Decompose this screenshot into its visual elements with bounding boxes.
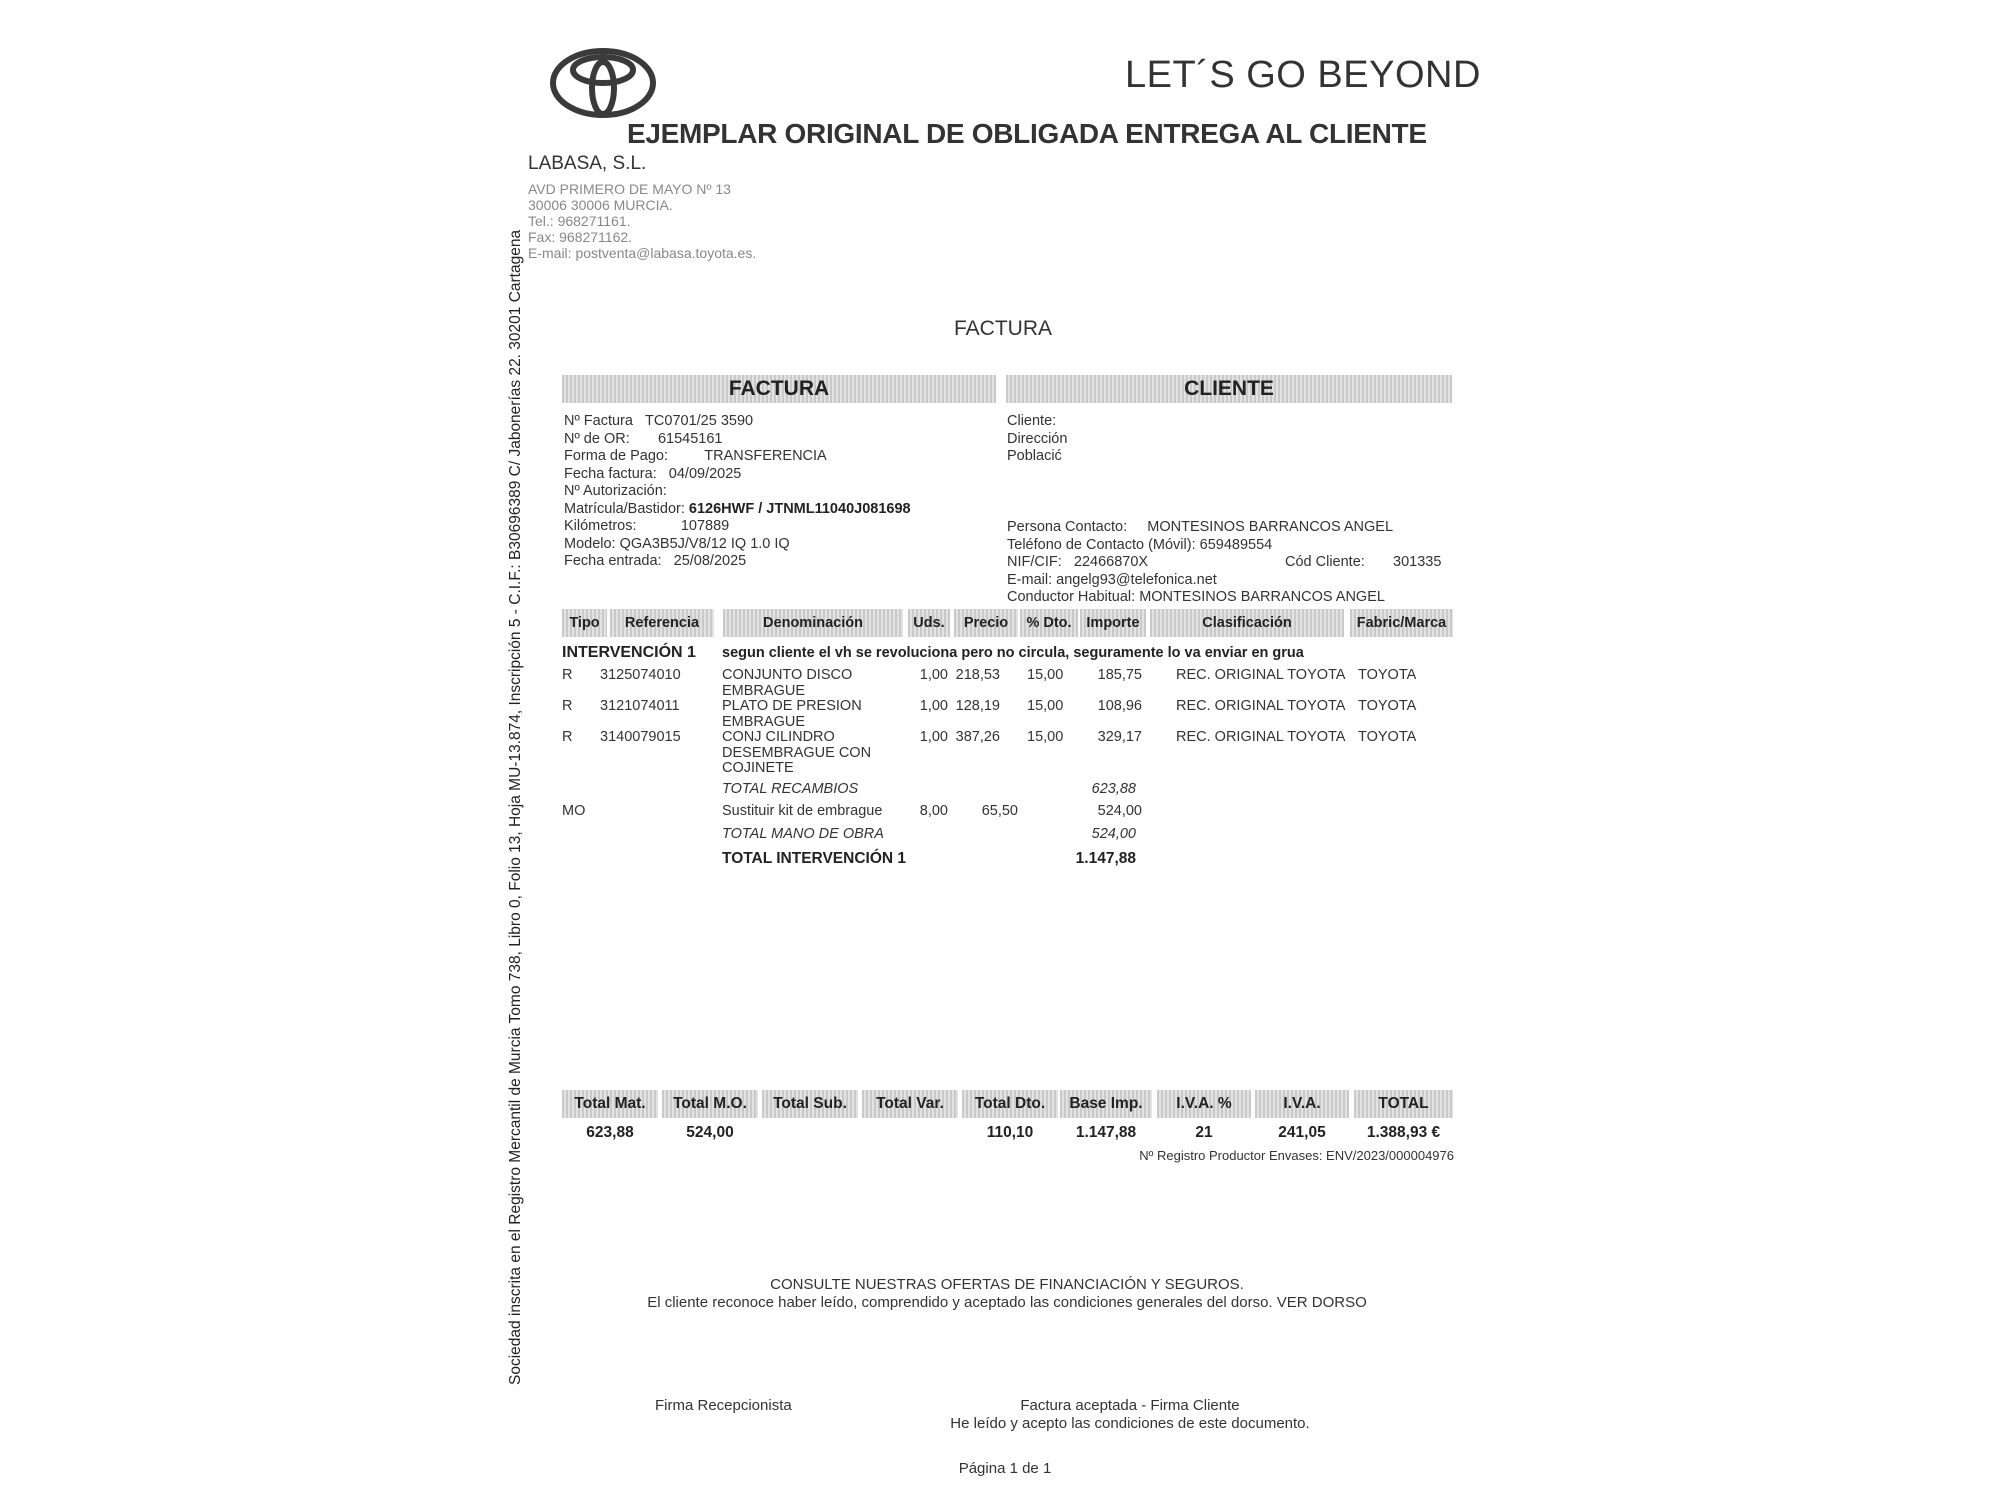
denom-line: PLATO DE PRESION: [722, 698, 862, 714]
toyota-logo-icon: [550, 48, 656, 123]
row-denom: [722, 668, 852, 699]
nif: 22466870X: [1073, 554, 1149, 570]
fax-line: Fax: 968271162.: [528, 229, 633, 245]
row-uds: 1,00: [919, 698, 948, 714]
label: NIF/CIF:: [1007, 554, 1062, 570]
row-tipo: R: [562, 698, 573, 714]
mo-precio: 65,50: [981, 803, 1018, 819]
contact-row: [1007, 519, 1447, 537]
row-denom: [722, 699, 862, 730]
phone-row: [1007, 537, 1447, 555]
label: Nº Autorización:: [564, 483, 667, 499]
email-row: [1007, 572, 1447, 590]
base-imp-value: 1.147,88: [1075, 1124, 1137, 1141]
model: QGA3B5J/V8/12 IQ 1.0 IQ: [619, 535, 790, 552]
mo-importe: 524,00: [1097, 803, 1142, 819]
invoice-date: 04/09/2025: [668, 465, 742, 482]
iva-value: 241,05: [1278, 1124, 1326, 1141]
label: Conductor Habitual:: [1007, 589, 1136, 605]
row-importe: 185,75: [1097, 667, 1142, 683]
denom-line: CONJUNTO DISCO: [722, 667, 853, 683]
client-acceptance-note: He leído y acepto las condiciones de este documento.: [950, 1415, 1310, 1432]
driver-row: [1007, 589, 1447, 607]
col-dto: % Dto.: [1020, 609, 1078, 637]
invoice-date-row: [564, 466, 911, 484]
row-tipo: R: [562, 729, 573, 745]
iva-pct-value: 21: [1195, 1124, 1213, 1141]
intervention-title: INTERVENCIÓN 1: [562, 644, 696, 661]
invoice-number-row: [564, 413, 911, 431]
cliente-section-header: CLIENTE: [1006, 375, 1452, 403]
kilometers: 107889: [680, 518, 730, 534]
intervention-note: segun cliente el vh se revoluciona pero no circula, seguramente lo va enviar en grua: [722, 645, 1304, 661]
label: Cód Cliente:: [1285, 554, 1365, 570]
entry-date: 25/08/2025: [673, 553, 747, 569]
row-ref: 3121074011: [600, 698, 680, 714]
total-recambios-value: 623,88: [1091, 781, 1136, 797]
label: Modelo:: [564, 535, 616, 552]
phone-line: Tel.: 968271161.: [528, 213, 631, 229]
mo-denom: Sustituir kit de embrague: [722, 803, 883, 819]
row-denom: [722, 730, 871, 777]
label: E-mail:: [1007, 571, 1053, 588]
row-precio: 128,19: [955, 698, 1000, 714]
col-denominacion: Denominación: [723, 609, 903, 637]
model-row: [564, 536, 911, 554]
row-dto: 15,00: [1027, 729, 1064, 745]
or-number: 61545161: [657, 430, 723, 447]
row-tipo: R: [562, 667, 573, 683]
client-signature-label: Factura aceptada - Firma Cliente: [1020, 1397, 1240, 1414]
authorization-row: [564, 483, 911, 501]
row-precio: 387,26: [955, 729, 1000, 745]
nif-row: [1007, 554, 1447, 572]
client-email: angelg93@telefonica.net: [1056, 571, 1217, 588]
row-clasif: REC. ORIGINAL TOYOTA: [1176, 729, 1346, 745]
denom-line: COJINETE: [722, 760, 794, 776]
denom-line: EMBRAGUE: [722, 713, 805, 730]
contact-phone: 659489554: [1199, 536, 1273, 553]
cod-cliente: [1285, 554, 1441, 572]
label: Kilómetros:: [564, 518, 637, 534]
label: Fecha entrada:: [564, 553, 662, 569]
cliente-label: Cliente:: [1007, 413, 1057, 429]
contact-person: MONTESINOS BARRANCOS ANGEL: [1147, 519, 1394, 535]
entry-date-row: [564, 553, 911, 571]
invoice-number: TC0701/25 3590: [645, 413, 754, 429]
col-clasificacion: Clasificación: [1150, 609, 1344, 637]
total-dto-value: 110,10: [986, 1124, 1034, 1141]
total-mo-label: TOTAL MANO DE OBRA: [722, 826, 884, 842]
envases-registry: Nº Registro Productor Envases: ENV/2023/000004976: [1139, 1148, 1454, 1163]
col-precio: Precio: [954, 609, 1018, 637]
page-number: Página 1 de 1: [958, 1460, 1052, 1477]
totals-col-iva: I.V.A.: [1255, 1090, 1349, 1118]
totals-col-base: Base Imp.: [1060, 1090, 1152, 1118]
cliente-contact-fields: [1007, 519, 1447, 607]
address-line: AVD PRIMERO DE MAYO Nº 13: [528, 181, 731, 197]
document-title: FACTURA: [954, 317, 1053, 340]
total-intervention-value: 1.147,88: [1075, 850, 1136, 867]
plate-vin: 6126HWF / JTNML11040J081698: [688, 500, 911, 517]
registry-sidebar-text: Sociedad inscrita en el Registro Mercantil de Murcia Tomo 738, Libro 0, Folio 13, Hoja MU-13.874, Inscripción 5 - C.I.F.: B30696389 C/ Jabonerías 22. 30201 Cartagena: [507, 229, 524, 1385]
col-importe: Importe: [1080, 609, 1146, 637]
original-copy-banner: EJEMPLAR ORIGINAL DE OBLIGADA ENTREGA AL CLIENTE: [627, 118, 1427, 149]
totals-col-mo: Total M.O.: [662, 1090, 758, 1118]
label: Nº Factura: [564, 413, 633, 429]
cliente-basic-fields: [1007, 413, 1067, 466]
factura-fields: [564, 413, 911, 571]
label: Matrícula/Bastidor:: [564, 500, 685, 517]
totals-col-dto: Total Dto.: [962, 1090, 1058, 1118]
total-intervention-label: TOTAL INTERVENCIÓN 1: [722, 850, 907, 867]
company-address: [528, 181, 756, 261]
company-name: LABASA, S.L.: [528, 153, 647, 174]
row-ref: 3125074010: [600, 667, 681, 683]
label: Fecha factura:: [564, 465, 657, 482]
row-marca: TOYOTA: [1358, 667, 1417, 683]
label: Nº de OR:: [564, 430, 630, 447]
mo-uds: 8,00: [919, 803, 948, 819]
totals-col-total: TOTAL: [1354, 1090, 1453, 1118]
km-row: [564, 518, 911, 536]
row-precio: 218,53: [955, 667, 1000, 683]
direccion-label: Dirección: [1007, 430, 1068, 447]
receptionist-signature-label: Firma Recepcionista: [655, 1397, 792, 1414]
denom-line: EMBRAGUE: [722, 682, 805, 699]
label: Forma de Pago:: [564, 448, 668, 464]
brand-slogan: LET´S GO BEYOND: [1125, 54, 1481, 96]
row-marca: TOYOTA: [1358, 729, 1417, 745]
col-uds: Uds.: [908, 609, 950, 637]
row-clasif: REC. ORIGINAL TOYOTA: [1176, 667, 1346, 683]
row-uds: 1,00: [919, 729, 948, 745]
poblacion-label: Poblacić: [1007, 448, 1062, 464]
client-code: 301335: [1393, 554, 1442, 570]
payment-row: [564, 448, 911, 466]
payment-method: TRANSFERENCIA: [704, 448, 827, 464]
row-dto: 15,00: [1027, 667, 1064, 683]
email-line: E-mail: postventa@labasa.toyota.es.: [528, 245, 757, 261]
row-importe: 329,17: [1097, 729, 1142, 745]
address-line: 30006 30006 MURCIA.: [528, 197, 673, 213]
total-mo-value: 524,00: [1091, 826, 1136, 842]
totals-col-var: Total Var.: [862, 1090, 958, 1118]
row-dto: 15,00: [1027, 698, 1064, 714]
total-mo-value: 524,00: [686, 1124, 734, 1141]
total-mat-value: 623,88: [586, 1124, 634, 1141]
row-marca: TOYOTA: [1358, 698, 1417, 714]
plate-row: [564, 501, 911, 519]
col-marca: Fabric/Marca: [1350, 609, 1453, 637]
denom-line: CONJ CILINDRO: [722, 729, 835, 745]
or-number-row: [564, 431, 911, 449]
financing-notice: CONSULTE NUESTRAS OFERTAS DE FINANCIACIÓN Y SEGUROS.: [770, 1276, 1244, 1293]
col-tipo: Tipo: [562, 609, 607, 637]
totals-col-mat: Total Mat.: [562, 1090, 658, 1118]
conditions-notice: El cliente reconoce haber leído, comprendido y aceptado las condiciones generales del dorso. VER DORSO: [647, 1294, 1367, 1311]
factura-section-header: FACTURA: [562, 375, 996, 403]
grand-total-value: 1.388,93 €: [1366, 1124, 1441, 1141]
totals-col-iva-pct: I.V.A. %: [1157, 1090, 1251, 1118]
total-recambios-label: TOTAL RECAMBIOS: [722, 781, 859, 797]
label: Persona Contacto:: [1007, 519, 1128, 535]
label: Teléfono de Contacto (Móvil):: [1007, 536, 1196, 553]
row-uds: 1,00: [919, 667, 948, 683]
denom-line: DESEMBRAGUE CON: [722, 744, 872, 761]
col-referencia: Referencia: [610, 609, 714, 637]
mo-tipo: MO: [562, 803, 586, 819]
totals-col-sub: Total Sub.: [762, 1090, 858, 1118]
row-clasif: REC. ORIGINAL TOYOTA: [1176, 698, 1346, 714]
row-ref: 3140079015: [600, 729, 681, 745]
row-importe: 108,96: [1097, 698, 1142, 714]
usual-driver: MONTESINOS BARRANCOS ANGEL: [1139, 589, 1385, 605]
